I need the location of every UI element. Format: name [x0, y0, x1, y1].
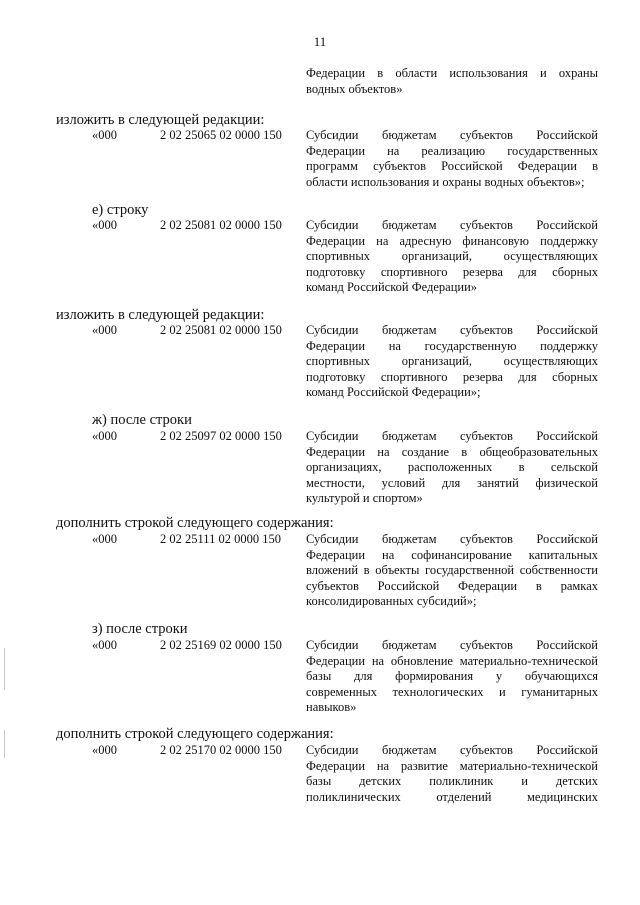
- description-line: спортивных организаций, осуществляющих: [306, 354, 598, 368]
- description-line: Федерации на развитие материально-технической: [306, 758, 598, 773]
- code-prefix: «000: [92, 532, 117, 546]
- description-line: современных технологических и гуманитарных: [306, 684, 598, 699]
- description-line: команд Российской Федерации»;: [306, 385, 481, 399]
- description-line: субъектов Российской Федерации в рамках: [306, 578, 598, 593]
- code-description: [306, 638, 598, 716]
- scan-artifact: [4, 730, 5, 758]
- code-prefix: «000: [92, 323, 117, 337]
- description-line: Субсидии бюджетам субъектов Российской: [306, 743, 598, 757]
- description-line: Субсидии бюджетам субъектов Российской: [306, 323, 598, 337]
- instruction: изложить в следующей редакции:: [56, 307, 265, 323]
- code-prefix: «000: [92, 743, 117, 757]
- description-line: вложений в объекты государственной собственности: [306, 563, 598, 577]
- code-description: [306, 429, 598, 507]
- description-line: подготовку спортивного резерва для сборных: [306, 369, 598, 384]
- description-line: базы детских поликлиник и детских: [306, 774, 598, 788]
- description-line: Федерации на государственную поддержку: [306, 338, 598, 353]
- code-prefix: «000: [92, 128, 117, 142]
- code-prefix: «000: [92, 218, 117, 232]
- budget-code: 2 02 25169 02 0000 150: [160, 638, 282, 652]
- description-line: Федерации на обновление материально-технической: [306, 653, 598, 668]
- page-number: 11: [313, 34, 327, 49]
- instruction: з) после строки: [92, 621, 188, 637]
- description-line: Федерации на реализацию государственных: [306, 143, 598, 158]
- description-line: Федерации на создание в общеобразовательных: [306, 444, 598, 459]
- description-line: местности, условий для занятий физической: [306, 475, 598, 490]
- description-line: водных объектов»: [306, 81, 403, 96]
- instruction: дополнить строкой следующего содержания:: [56, 726, 334, 742]
- description-line: Федерации на адресную финансовую поддержку: [306, 233, 598, 248]
- budget-code: 2 02 25081 02 0000 150: [160, 218, 282, 232]
- description-line: Субсидии бюджетам субъектов Российской: [306, 218, 598, 232]
- description-line: подготовку спортивного резерва для сборных: [306, 264, 598, 279]
- instruction: дополнить строкой следующего содержания:: [56, 515, 334, 531]
- description-line: Субсидии бюджетам субъектов Российской: [306, 532, 598, 546]
- description-line: навыков»: [306, 700, 357, 714]
- code-description: [306, 743, 598, 805]
- instruction: е) строку: [92, 202, 149, 218]
- code-description: [306, 128, 598, 190]
- description-line: организациях, расположенных в сельской: [306, 460, 598, 474]
- description-line: программ субъектов Российской Федерации в: [306, 159, 598, 173]
- code-description: [306, 218, 598, 296]
- description-line: базы для формирования у обучающихся: [306, 669, 598, 683]
- code-description: [306, 323, 598, 401]
- budget-code: 2 02 25170 02 0000 150: [160, 743, 282, 757]
- description-line: Субсидии бюджетам субъектов Российской: [306, 638, 598, 652]
- code-description: [306, 532, 598, 610]
- code-prefix: «000: [92, 638, 117, 652]
- budget-code: 2 02 25111 02 0000 150: [160, 532, 281, 546]
- budget-code: 2 02 25097 02 0000 150: [160, 429, 282, 443]
- description-line: культурой и спортом»: [306, 491, 423, 505]
- description-line: области использования и охраны водных объектов»;: [306, 174, 585, 189]
- budget-code: 2 02 25081 02 0000 150: [160, 323, 282, 337]
- description-line: команд Российской Федерации»: [306, 280, 478, 294]
- intro-description: [306, 66, 598, 97]
- budget-code: 2 02 25065 02 0000 150: [160, 128, 282, 142]
- description-line: Субсидии бюджетам субъектов Российской: [306, 128, 598, 142]
- description-line: консолидированных субсидий»;: [306, 594, 477, 608]
- description-line: Субсидии бюджетам субъектов Российской: [306, 429, 598, 443]
- instruction: ж) после строки: [92, 412, 192, 428]
- instruction: изложить в следующей редакции:: [56, 112, 265, 128]
- description-line: поликлинических отделений медицинских: [306, 789, 598, 804]
- scan-artifact: [4, 648, 5, 690]
- description-line: Федерации на софинансирование капитальных: [306, 547, 598, 562]
- description-line: Федерации в области использования и охраны: [306, 66, 598, 80]
- code-prefix: «000: [92, 429, 117, 443]
- description-line: спортивных организаций, осуществляющих: [306, 249, 598, 263]
